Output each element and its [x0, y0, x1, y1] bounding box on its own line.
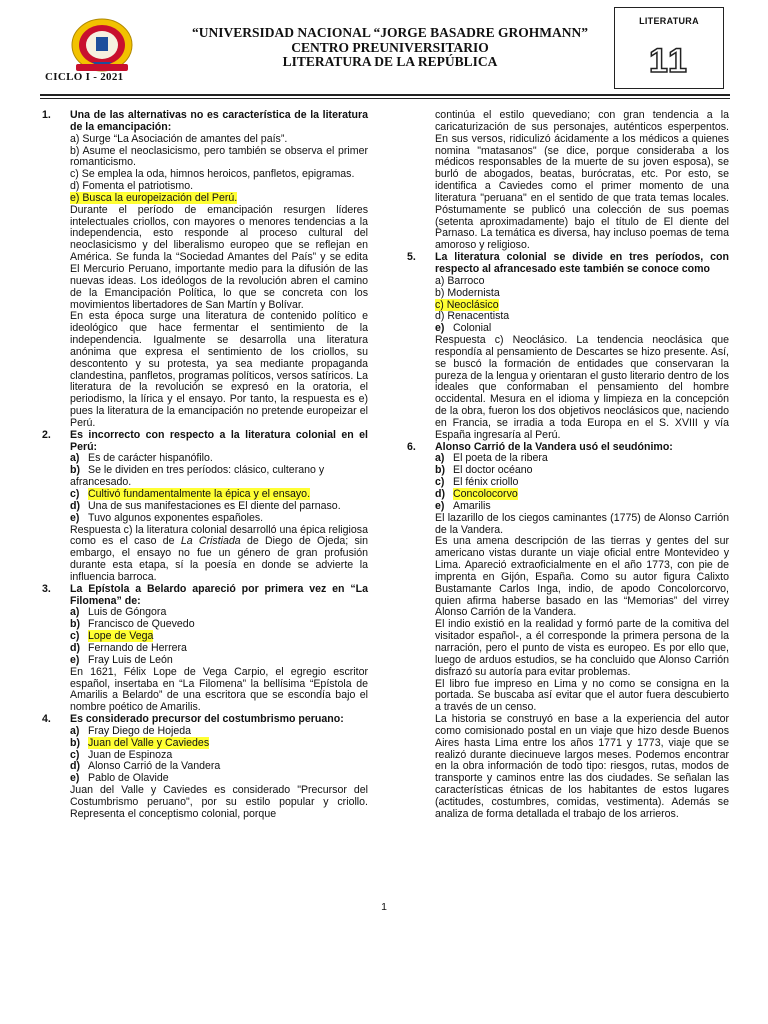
option-b: b) Francisco de Quevedo	[70, 618, 195, 631]
option-e: e) Fray Luis de León	[70, 653, 173, 666]
explanation: Respuesta c) la literatura colonial desarrolló una épica religiosa como es el caso de La Cristiada de Diego de Ojeda; sin embargo, el ensayo no fue un género de gran profusión durante esta etapa, sí la poesía en donde se advierte la influencia barroca.	[70, 523, 369, 583]
option-e: e) Colonial	[435, 322, 492, 335]
explanation: En 1621, Félix Lope de Vega Carpio, el egregio escritor español, insertaba en “La Filomena” la bellísima “Epístola de Amarilis a Belardo” de una escritora que se escondía bajo el nombre poético de Amarilis.	[70, 665, 368, 714]
option-b: b) El doctor océano	[435, 464, 533, 477]
option-e: e) Pablo de Olavide	[70, 772, 169, 785]
option-b: b) Juan del Valle y Caviedes	[70, 736, 210, 749]
question-number: 4.	[42, 713, 51, 726]
university-logo	[70, 18, 134, 74]
option-e: e) Tuvo algunos exponentes españoles.	[70, 511, 264, 524]
question-number: 5.	[407, 251, 416, 264]
explanation: El indio existió en la realidad y formó parte de la comitiva del visitador español-, a él corresponde la primera persona de la narración, pero el punto de vista es europeo. Es por ello que, luego de arduos estudios, se ha concluido que Alonso Carrión disfrazó su autoría para evitar problemas.	[435, 618, 729, 678]
explanation: Es una amena descripción de las tierras y gentes del sur americano vistas durante un viaje oficial entre Montevideo y Lima. Apareció extraoficialmente en el año 1773, con pie de imprenta en Gijón, España. Como su autor figura Calixto Bustamante Carlos Inga, indio, de apodo Concolorcorvo, quien afirma haberse basado en las “Memorias” del virrey Alonso Carrión de la Vandera.	[435, 535, 729, 619]
option-e: e) Amarilis	[435, 499, 491, 512]
question-number: 1.	[42, 109, 51, 121]
option-a: a) Es de carácter hispanófilo.	[70, 452, 213, 465]
explanation: En esta época surge una literatura de contenido político e ideológico que hace fermentar el sentimiento de la independencia. Igualmente se desarrolla una literatura anónima que expresa el sentimiento de los criollos, su descontento y su protesta, ya sea mediante propaganda clandestina, panfletos, programas políticos, versos satíricos. La literatura de la revolución se expresó en la oratoria, el periodismo, la lírica y el ensayo. Por tanto, la respuesta es e) pues la literatura de la emancipación no pretende europeizar el Perú.	[70, 310, 368, 429]
question-text: Es considerado precursor del costumbrismo peruano:	[70, 713, 344, 726]
explanation: Durante el período de emancipación resurgen líderes intelectuales criollos, con mayores o menores tendencias a la independencia, esto responde al proceso cultural del neoclasicismo y del liberalismo europeo que se reflejan en América. Se funda la “Sociedad Amantes del País” y se edita El Mercurio Peruano, importante medio para la difusión de las nuevas ideas. Los ideólogos de la revolución abren el camino de la Emancipación Política, lo que se concreta con los movimientos libertadores de San Martín y Bolívar.	[70, 203, 368, 311]
option-d: d) Concolocorvo	[435, 488, 518, 500]
answer-option-c: c) Neoclásico	[435, 298, 499, 311]
answer-highlight: Juan del Valle y Caviedes	[88, 736, 210, 749]
question-5	[407, 252, 729, 276]
option-a: a) El poeta de la ribera	[435, 452, 548, 465]
cycle-label: CICLO I - 2021	[45, 71, 124, 83]
question-text: Alonso Carrió de la Vandera usó el seudónimo:	[435, 440, 673, 453]
explanation: El lazarillo de los ciegos caminantes (1775) de Alonso Carrión de la Vandera.	[435, 511, 729, 536]
question-text: Una de las alternativas no es característica de la literatura de la emancipación:	[70, 109, 368, 133]
course-title: LITERATURA DE LA REPÚBLICA	[282, 54, 498, 69]
question-2	[42, 430, 368, 454]
header-rule-thin	[40, 98, 730, 99]
option-c: c) Cultivó fundamentalmente la épica y el ensayo.	[70, 488, 311, 500]
option-c: c) Lope de Vega	[70, 630, 154, 643]
question-text: La Epístola a Belardo apareció por primera vez en “La Filomena” de:	[70, 582, 368, 607]
answer-option-e: e) Busca la europeización del Perú.	[70, 191, 238, 204]
header-rule	[40, 94, 730, 96]
option-a: a) Fray Diego de Hojeda	[70, 724, 192, 737]
answer-highlight: Lope de Vega	[88, 630, 154, 643]
answer-highlight: Cultivó fundamentalmente la épica y el ensayo.	[88, 488, 311, 500]
question-text: Es incorrecto con respecto a la literatura colonial en el Perú:	[70, 428, 368, 453]
explanation: Respuesta c) Neoclásico. La tendencia neoclásica que respondía al pensamiento de Descartes se hizo presente. Así, se buscó la formación de entidades que conservaran la pureza de la lengua y orientaran el gusto literario dentro de los ideales que conformaban el pensamiento del hombre occidental. Mesura en el idioma y limpieza en la concepción de la obra, fueron los dos objetivos neoclásicos que, naciendo en Francia, se irradia a toda Europa en el S. XVIII y vía España ingresaría al Perú.	[435, 334, 729, 441]
option-d: d) Fernando de Herrera	[70, 641, 187, 654]
explanation: La historia se construyó en base a la experiencia del autor como comisionado postal en un viaje que hizo desde Buenos Aires hasta Lima entre los años 1771 y 1773, viaje que se realizó durante diecinueve largos meses. Podemos encontrar en la obra información de todo tipo: riesgos, rutas, modos de transporte y caminos entre las dos ciudades. Se señalan las características étnicas de los habitantes de estos lugares (actitudes, costumbres, comidas, vestimenta). Además se analiza de forma detallada el trabajo de los arrieros.	[435, 713, 729, 820]
session-number: 11	[649, 42, 689, 80]
explanation: Juan del Valle y Caviedes es considerado "Precursor del Costumbrismo peruano", por su estilo popular y criollo. Representa el conceptismo colonial, porque	[70, 784, 368, 820]
answer-highlight: Concolocorvo	[453, 488, 518, 500]
option-d: d) Una de sus manifestaciones es El diente del parnaso.	[70, 499, 341, 512]
question-3	[42, 584, 368, 608]
option-c: c) Juan de Espinoza	[70, 748, 173, 761]
question-number: 6.	[407, 440, 416, 453]
option-a: a) Surge “La Asociación de amantes del país”.	[70, 132, 288, 145]
option-d: d) Alonso Carrió de la Vandera	[70, 760, 221, 773]
explanation: El libro fue impreso en Lima y no como se consigna en la portada. Se buscaba así evitar que el autor fuera descubierto a través de un censo.	[435, 677, 729, 714]
question-number: 2.	[42, 428, 51, 441]
option-a: a) Barroco	[435, 274, 485, 287]
option-c: c) Se emplea la oda, himnos heroicos, panfletos, epigramas.	[70, 168, 355, 181]
subject-label: LITERATURA	[639, 16, 699, 26]
center-name: CENTRO PREUNIVERSITARIO	[291, 39, 489, 55]
question-number: 3.	[42, 582, 51, 595]
question-1	[42, 110, 368, 134]
option-b: b) Se le dividen en tres períodos: clásico, culterano y afrancesado.	[70, 464, 325, 489]
option-a: a) Luis de Góngora	[70, 606, 167, 619]
question-6	[407, 442, 729, 454]
option-b: b) Modernista	[435, 286, 500, 299]
document-title	[130, 26, 650, 70]
option-d: d) Renacentista	[435, 310, 510, 323]
explanation-continued: continúa el estilo quevediano; con gran tendencia a la caricaturización de sus personajes, auténticos esperpentos. En sus versos, ridiculizó ácidamente a los médicos a quienes nomina "matasanos" (se dice, porque consideraba a los médicos responsables de la muerte de su joven esposa), se burló de abogados, beatas, burócratas, etc. Por esto, se identifica a Caviedes como el primer momento de una literatura "peruana" en el sentido de que trata temas locales. Póstumamente se publicó una colección de sus poemas (setenta aproximadamente) bajo el título de El diente del Parnaso. La temática es diversa, hay incluso poemas de tema amoroso y religioso.	[435, 109, 729, 252]
option-b: b) Asume el neoclasicismo, pero también se observa el primer romanticismo.	[70, 144, 368, 169]
left-column	[42, 110, 368, 821]
option-c: c) El fénix criollo	[435, 476, 519, 489]
subject-badge	[614, 7, 724, 89]
document-header	[0, 0, 768, 98]
option-d: d) Fomenta el patriotismo.	[70, 180, 194, 193]
right-column	[407, 110, 729, 821]
question-4	[42, 714, 368, 726]
question-text: La literatura colonial se divide en tres períodos, con respecto al afrancesado este también se conoce como	[435, 251, 729, 275]
page-number: 1	[381, 901, 387, 913]
university-name: “UNIVERSIDAD NACIONAL “JORGE BASADRE GROHMANN”	[191, 25, 589, 40]
